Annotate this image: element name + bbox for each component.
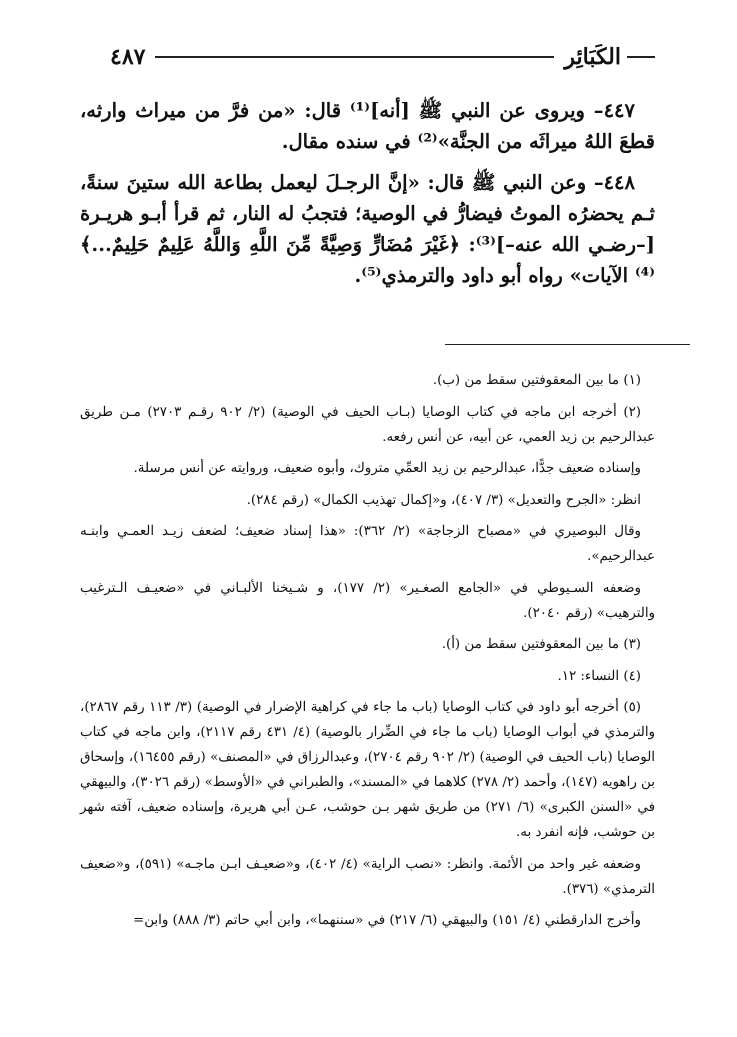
header-rule-end	[627, 56, 655, 58]
footnote-separator	[445, 344, 690, 345]
footnote-4: (٤) النساء: ١٢.	[557, 668, 641, 684]
running-title: الكَبَائِر	[564, 44, 621, 70]
footnote-2-grading: وإسناده ضعيف جدًّا، عبدالرحيم بن زيد العمِّي متروك، وأبوه ضعيف، وروايته عن أنس مرسلة.	[133, 461, 641, 476]
footnote-2-references: انظر: «الجرح والتعديل» (٣/ ٤٠٧)، و«إكمال تهذيب الكمال» (رقم ٢٨٤).	[246, 492, 641, 508]
hadith-447: ٤٤٧– ويروى عن النبي ﷺ [أنه]⁽¹⁾ قال: «من فرَّ من ميراث وارثه، قطعَ اللهُ ميراثَه من الجنَّة»⁽²⁾ في سنده مقال.	[80, 99, 655, 153]
hadith-448: ٤٤٨– وعن النبي ﷺ قال: «إنَّ الرجـلَ ليعمل بطاعة الله ستينَ سنةً، ثـم يحضرُه الموتُ فيضارُّ في الوصية؛ فتجبُ له النار، ثم قرأ أبـو هريـرة [–رضـي الله عنه–]⁽³⁾: ﴿غَيْرَ مُضَارٍّ وَصِيَّةً مِّنَ اللَّهِ وَاللَّهُ عَلِيمٌ حَلِيمٌ...﴾⁽⁴⁾ الآيات» رواه أبو داود والترمذي⁽⁵⁾.	[80, 171, 655, 287]
page-number: ٤٨٧	[110, 44, 146, 70]
footnote-1: (١) ما بين المعقوفتين سقط من (ب).	[432, 373, 641, 388]
footnote-5: (٥) أخرجه أبو داود في كتاب الوصايا (باب ما جاء في كراهية الإضرار في الوصية) (٣/ ١١٣ رقم ٢٨٦٧)، والترمذي في أبواب الوصايا (باب ما جاء في الضِّرار بالوصية) (٤/ ٤٣١ رقم ٢١١٧)، وابن ماجه في كتاب الوصايا (باب الحيف في الوصية) (٢/ ٩٠٢ رقم ٢٧٠٤)، وعبدالرزاق في «المصنف» (رقم ١٦٤٥٥)، وإسحاق بن راهويه (١٤٧)، وأحمد (٢/ ٢٧٨) كلاهما في «المسند»، والطبراني في «الأوسط» (رقم ٣٠٢٦)، والبيهقي في «السنن الكبرى» (٦/ ٢٧١) من طريق شهر بـن حوشب، عـن أبي هريرة، وإسناده ضعيف، آفته شهر بن حوشب، فإنه انفرد به.	[80, 700, 656, 840]
footnote-3: (٣) ما بين المعقوفتين سقط من (أ).	[441, 637, 641, 652]
page-header	[110, 42, 655, 72]
footnote-2-weakened-by: وضعفه السـيوطي في «الجامع الصغـير» (٢/ ١٧٧)، و شـيخنا الألبـاني في «ضعيـف الـترغيب والترهيب» (رقم ٢٠٤٠).	[80, 580, 655, 621]
main-text	[80, 95, 655, 301]
header-rule	[155, 56, 554, 58]
footnote-5-continued: وأخرج الدارقطني (٤/ ١٥١) والبيهقي (٦/ ٢١٧) في «سننهما»، وابن أبي حاتم (٣/ ٨٨٨) وابن=	[132, 913, 641, 928]
footnotes	[80, 368, 655, 940]
footnote-2: (٢) أخرجه ابن ماجه في كتاب الوصايا (بـاب الحيف في الوصية) (٢/ ٩٠٢ رقـم ٢٧٠٣) مـن طريق عبدالرحيم بن زيد العمي، عن أبيه، عن أنس رفعه.	[80, 404, 655, 445]
footnote-5-grading: وضعفه غير واحد من الأئمة. وانظر: «نصب الراية» (٤/ ٤٠٢)، و«ضعيـف ابـن ماجـه» (٥٩١)، و«ضعيف الترمذي» (٣٧٦).	[80, 856, 655, 897]
footnote-2-busiri: وقال البوصيري في «مصباح الزجاجة» (٢/ ٣٦٢): «هذا إسناد ضعيف؛ لضعف زيـد العمـي وابنـه عبدالرحيم».	[80, 524, 655, 564]
